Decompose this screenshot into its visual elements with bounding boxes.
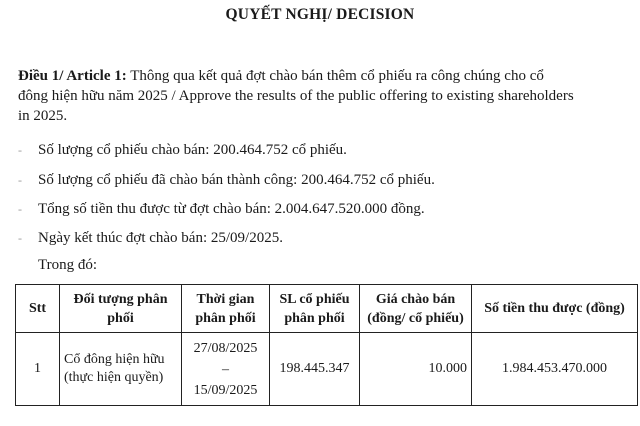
distribution-table <box>15 284 638 406</box>
header-gia: Giá chào bán (đồng/ cổ phiếu) <box>360 285 472 333</box>
total-proceeds-text: Tổng số tiền thu được từ đợt chào bán: 2.004.647.520.000 đồng. <box>38 201 425 217</box>
table-row <box>16 333 638 406</box>
cell-so-tien: 1.984.453.470.000 <box>472 333 638 406</box>
sold-shares-text: Số lượng cổ phiếu đã chào bán thành công: 200.464.752 cổ phiếu. <box>38 172 435 188</box>
cell-so-luong: 198.445.347 <box>270 333 360 406</box>
bullet-dash: - <box>18 231 22 245</box>
cell-stt: 1 <box>16 333 60 406</box>
header-so-tien: Số tiền thu được (đồng) <box>472 285 638 333</box>
table-header-row <box>16 285 638 333</box>
article-1-text-line-3: in 2025. <box>18 108 68 124</box>
article-1-label: Điều 1/ Article 1: <box>18 68 127 84</box>
date-end: 15/09/2025 <box>193 382 258 398</box>
article-1 <box>18 66 630 126</box>
cell-thoi-gian <box>182 333 270 406</box>
bullet-dash: - <box>18 143 22 157</box>
offered-shares-text: Số lượng cổ phiếu chào bán: 200.464.752 cổ phiếu. <box>38 142 347 158</box>
date-separator: – <box>222 361 229 377</box>
article-1-text-line-1: Thông qua kết quả đợt chào bán thêm cổ phiếu ra công chúng cho cổ <box>126 68 544 84</box>
header-thoi-gian: Thời gian phân phối <box>182 285 270 333</box>
bullet-dash: - <box>18 202 22 216</box>
cell-gia: 10.000 <box>360 333 472 406</box>
header-so-luong: SL cổ phiếu phân phối <box>270 285 360 333</box>
article-1-text-line-2: đông hiện hữu năm 2025 / Approve the results of the public offering to existing shareholders <box>18 88 574 104</box>
date-start: 27/08/2025 <box>193 340 258 356</box>
decision-title: QUYẾT NGHỊ/ DECISION <box>225 6 415 23</box>
bullet-dash: - <box>18 173 22 187</box>
cell-doi-tuong: Cổ đông hiện hữu (thực hiện quyền) <box>60 333 182 406</box>
end-date-text: Ngày kết thúc đợt chào bán: 25/09/2025. <box>38 230 283 246</box>
header-stt: Stt <box>16 285 60 333</box>
trong-do-label: Trong đó: <box>38 257 98 273</box>
header-doi-tuong: Đối tượng phân phối <box>60 285 182 333</box>
